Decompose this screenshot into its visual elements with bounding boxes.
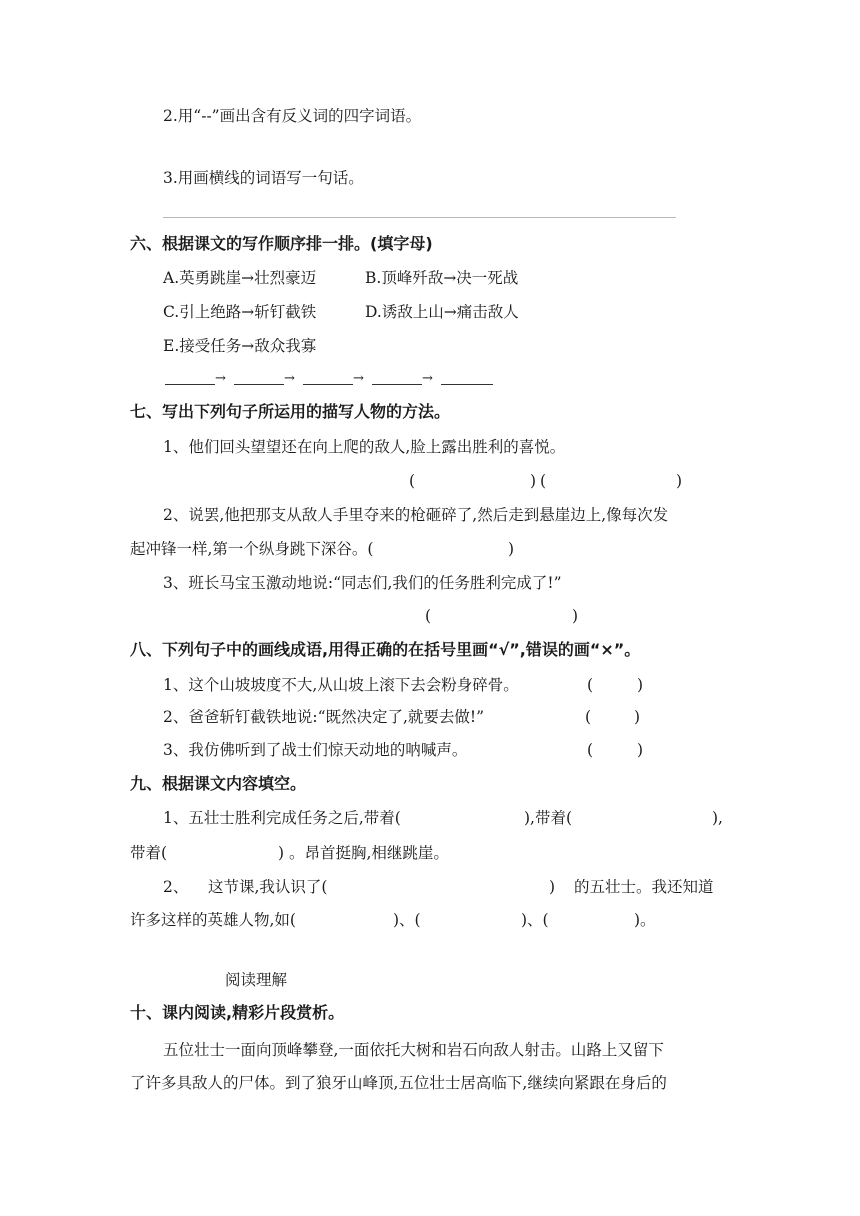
q6-option-c: C.引上绝路→斩钉截铁 [163, 303, 317, 321]
q6-option-a: A.英勇跳崖→壮烈豪迈 [163, 269, 317, 287]
reading-passage-line-1: 五位壮士一面向顶峰攀登,一面依托大树和岩石向敌人射击。山路上又留下 [163, 1041, 664, 1059]
sequence-arrow-icon: → [353, 371, 364, 386]
q8-sentence-1: 1、这个山坡坡度不大,从山坡上滚下去会粉身碎骨。 [163, 676, 519, 694]
q7-s1-paren-close-a: ) [530, 472, 537, 490]
q9-line-3-b: 这节课,我认识了( [208, 878, 328, 896]
q9-line-1-c: ), [712, 809, 723, 827]
q7-s3-paren-open: ( [425, 607, 432, 625]
q7-s3-paren-close: ) [572, 607, 579, 625]
q7-sentence-2-line-2: 起冲锋一样,第一个纵身跳下深谷。( [130, 540, 374, 558]
q7-s2-paren-close: ) [508, 540, 515, 558]
q7-sentence-2-line-1: 2、说罢,他把那支从敌人手里夺来的枪砸碎了,然后走到悬崖边上,像每次发 [163, 506, 669, 524]
sequence-arrow-icon: → [215, 371, 226, 386]
q8-sentence-3: 3、我仿佛听到了战士们惊天动地的呐喊声。 [163, 741, 468, 759]
reading-passage-line-2: 了许多具敌人的尸体。到了狼牙山峰顶,五位壮士居高临下,继续向紧跟在身后的 [130, 1074, 667, 1092]
q5-item-2: 2.用“--”画出含有反义词的四字词语。 [163, 107, 422, 125]
q7-s1-paren-open-a: ( [409, 472, 416, 490]
q9-line-3-a: 2、 [163, 878, 189, 896]
q9-line-1-b: ),带着( [524, 809, 573, 827]
q9-line-2-b: ) 。昂首挺胸,相继跳崖。 [278, 844, 449, 862]
q8-s2-paren-close: ) [634, 708, 641, 726]
q7-title: 七、写出下列句子所运用的描写人物的方法。 [130, 402, 451, 421]
q7-sentence-1: 1、他们回头望望还在向上爬的敌人,脸上露出胜利的喜悦。 [163, 438, 566, 456]
q8-s1-paren-open: ( [587, 676, 594, 694]
sequence-arrow-icon: → [422, 371, 433, 386]
q9-line-4-b: )、( [393, 911, 421, 929]
q7-sentence-3: 3、班长马宝玉激动地说:“同志们,我们的任务胜利完成了!” [163, 574, 562, 592]
q9-line-4-d: )。 [634, 911, 656, 929]
q8-s3-paren-close: ) [637, 741, 644, 759]
sequence-blank-3[interactable] [303, 384, 353, 385]
q8-s2-paren-open: ( [585, 708, 592, 726]
sequence-blank-2[interactable] [234, 384, 284, 385]
q9-line-4-c: )、( [521, 911, 549, 929]
q9-line-1-a: 1、五壮士胜利完成任务之后,带着( [163, 809, 401, 827]
reading-section-title: 阅读理解 [225, 971, 288, 989]
q8-title: 八、下列句子中的画线成语,用得正确的在括号里画“√”,错误的画“×”。 [130, 640, 641, 659]
q9-line-3-d: 的五壮士。我还知道 [574, 878, 714, 896]
sequence-arrow-icon: → [284, 371, 295, 386]
q6-option-b: B.顶峰歼敌→决一死战 [365, 269, 519, 287]
answer-line [163, 217, 676, 218]
q6-option-e: E.接受任务→敌众我寡 [163, 337, 317, 355]
q9-title: 九、根据课文内容填空。 [130, 774, 307, 793]
q6-title: 六、根据课文的写作顺序排一排。(填字母) [130, 234, 433, 253]
q9-line-4-a: 许多这样的英雄人物,如( [130, 911, 296, 929]
q5-item-3: 3.用画横线的词语写一句话。 [163, 169, 364, 187]
q9-line-3-c: ) [549, 878, 556, 896]
q7-s1-paren-open-b: ( [540, 472, 547, 490]
q6-option-d: D.诱敌上山→痛击敌人 [365, 303, 519, 321]
q7-s1-paren-close-b: ) [676, 472, 683, 490]
q8-sentence-2: 2、爸爸斩钉截铁地说:“既然决定了,就要去做!” [163, 708, 485, 726]
sequence-blank-5[interactable] [441, 384, 493, 385]
q9-line-2-a: 带着( [130, 844, 168, 862]
q8-s3-paren-open: ( [587, 741, 594, 759]
q10-title: 十、课内阅读,精彩片段赏析。 [130, 1003, 345, 1022]
q8-s1-paren-close: ) [637, 676, 644, 694]
sequence-blank-4[interactable] [372, 384, 422, 385]
sequence-blank-1[interactable] [165, 384, 215, 385]
